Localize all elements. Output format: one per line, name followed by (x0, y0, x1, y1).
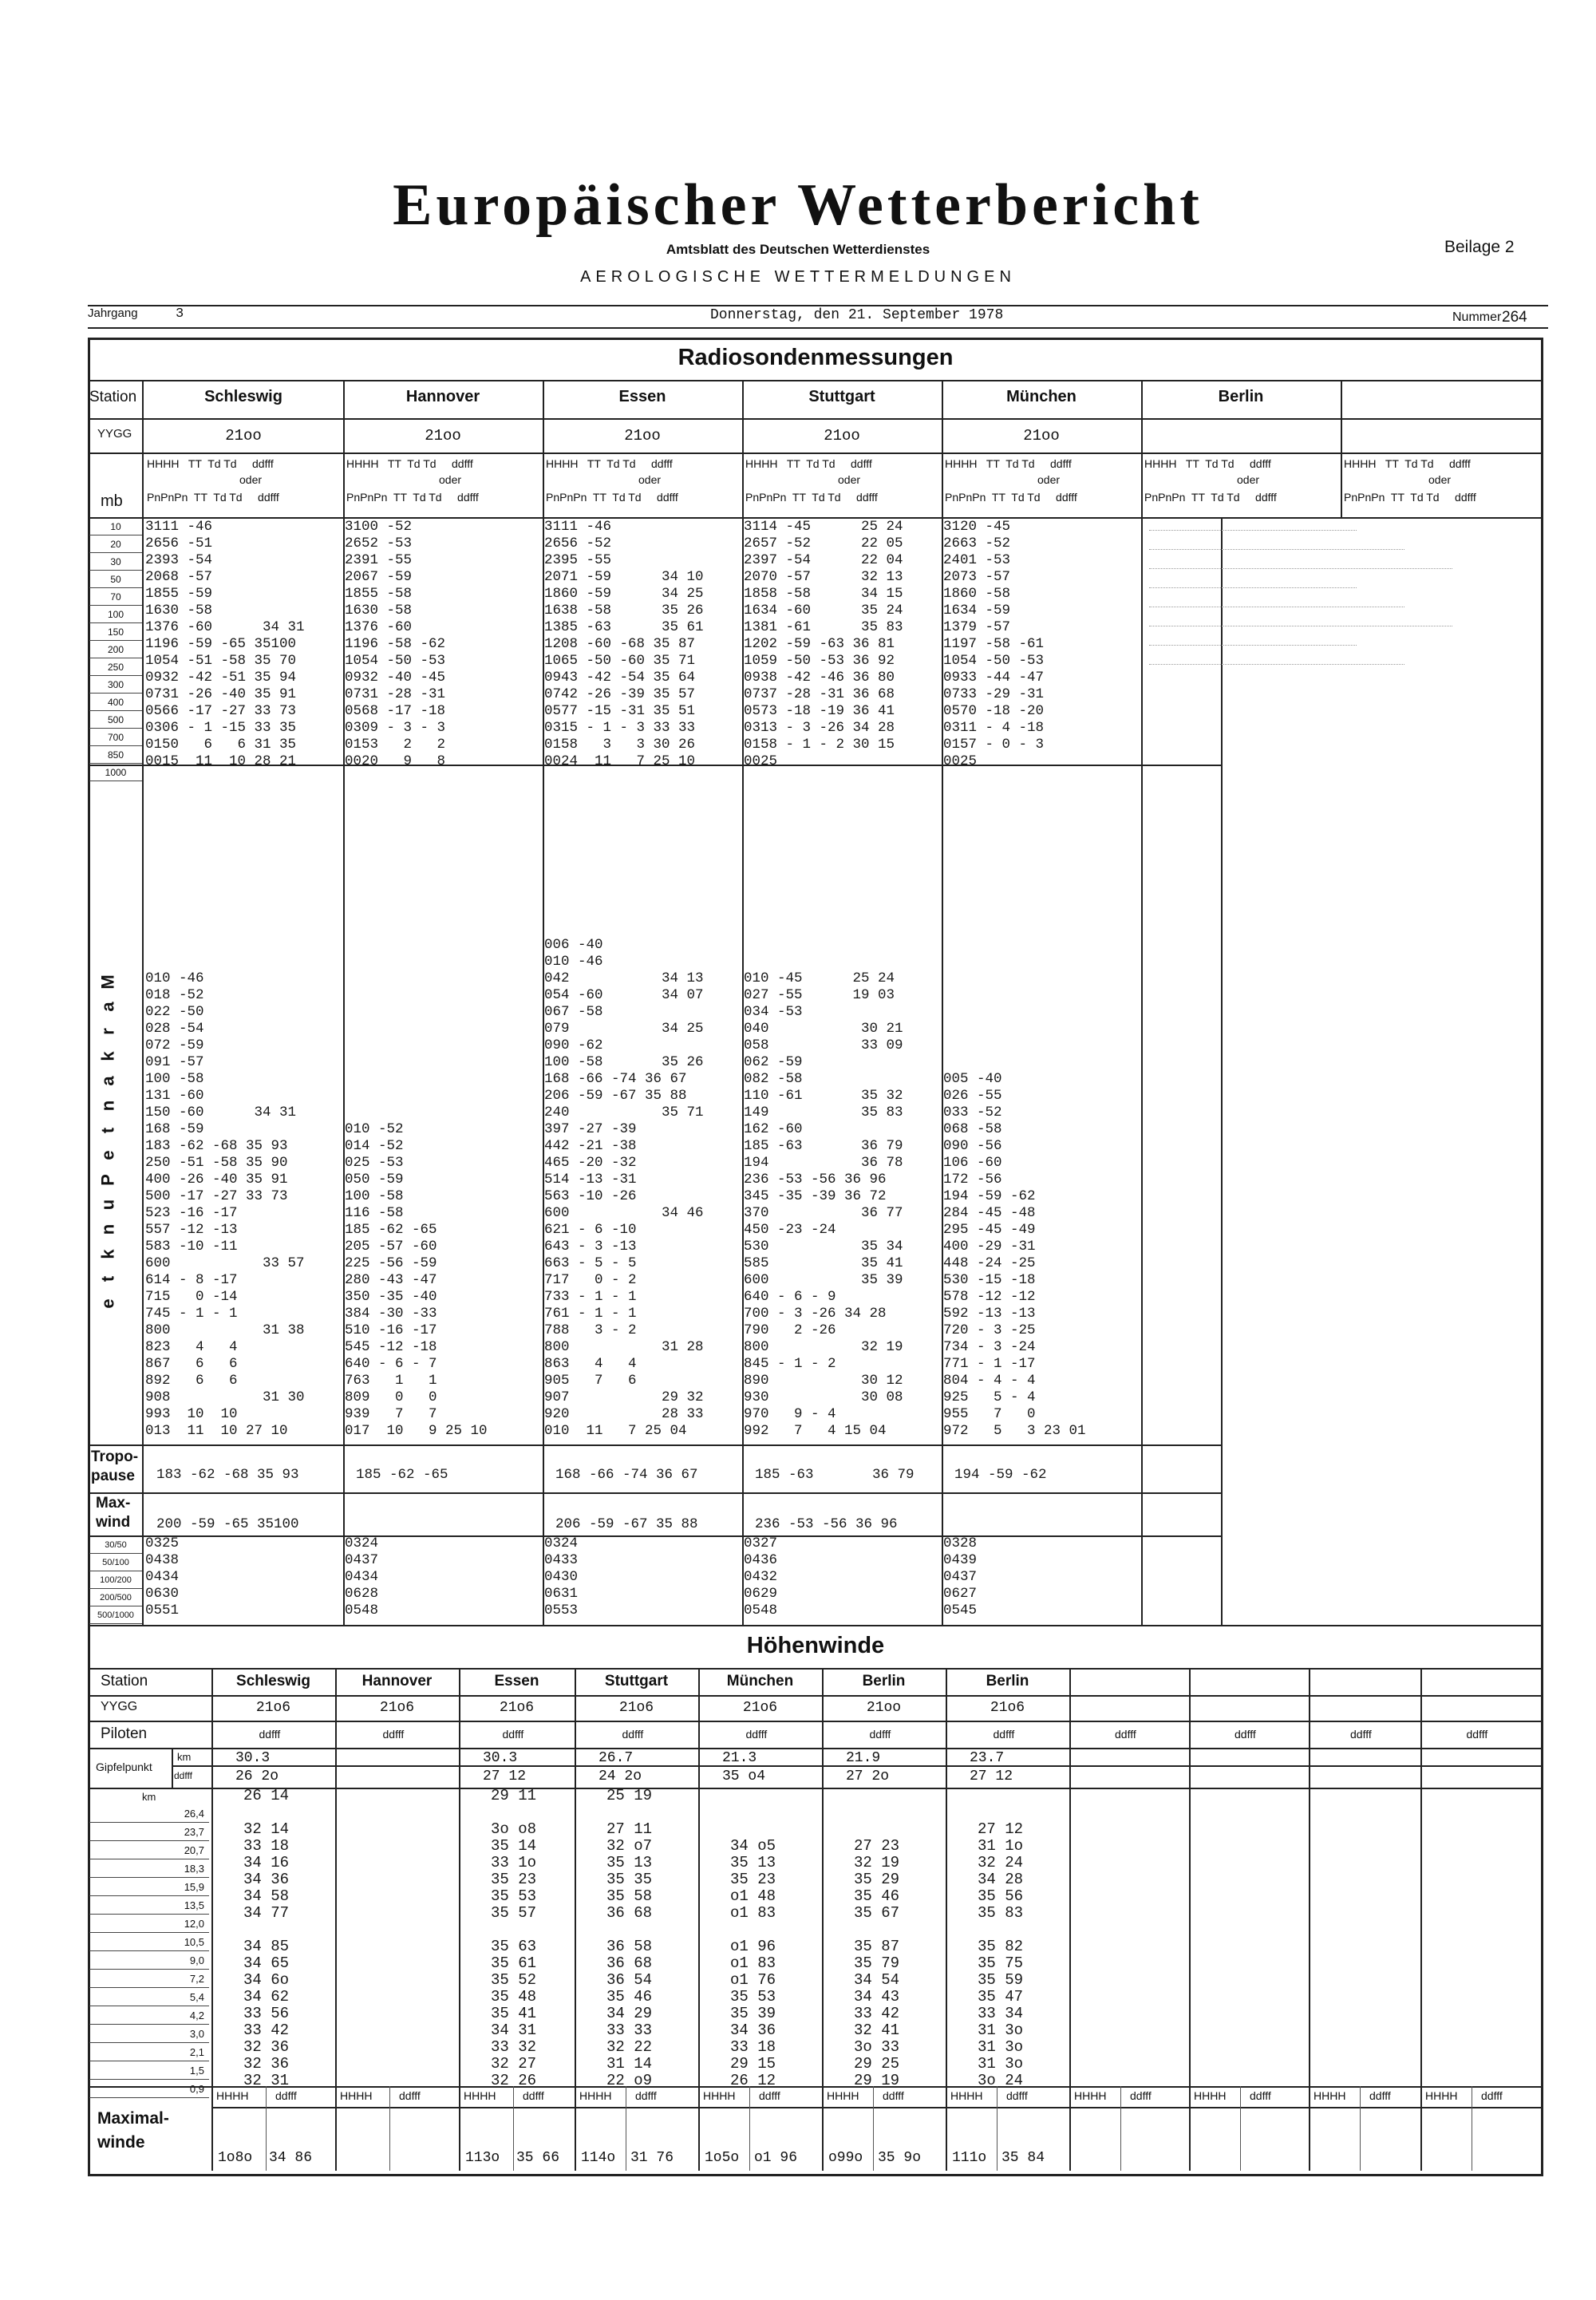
mark-points-hannover: 010 -52 014 -52 025 -53 050 -59 100 -58 116 -58 185 -62 -65 205 -57 -60 225 -56 -59 280 -43 -47 350 -35 -40 384 -30 -33 510 -16 -17 545 -12 -18 640 - 6 - 7 763 1 1 809 0 0 939 7 7 017 10 9 25 10 (345, 1121, 488, 1439)
gipfel-km: 26.7 (598, 1750, 634, 1766)
winds-station: Berlin (986, 1673, 1029, 1689)
dotted-line (1149, 568, 1452, 569)
winds-column: 27 23 32 19 35 29 35 46 35 67 35 87 35 79 34 54 34 43 33 42 32 41 3o 33 29 25 29 19 (854, 1837, 900, 2089)
thickness-schleswig: 0325 0438 0434 0630 0551 (145, 1535, 180, 1618)
hhhh-label: HHHH (579, 2089, 612, 2102)
column-rule (822, 1668, 824, 2171)
column-rule (1189, 1668, 1191, 2171)
height-label: 2,1 (89, 2044, 209, 2061)
col-header-bot: PnPnPn TT Td Td ddfff (546, 491, 678, 504)
col-header-bot: PnPnPn TT Td Td ddfff (1344, 491, 1476, 504)
ddfff-label: ddfff (382, 1728, 405, 1741)
yygg-label: YYGG (97, 427, 132, 441)
winds-station: Berlin (862, 1673, 906, 1689)
height-label: 0,9 (89, 2081, 209, 2098)
hhhh-label: HHHH (1314, 2089, 1346, 2102)
winds-column: 29 11 3o o8 35 14 33 1o 35 23 35 53 35 57 35 63 35 61 35 52 35 48 35 41 34 31 33 32 32 27 32 26 (491, 1787, 537, 2089)
tropo-schleswig: 183 -62 -68 35 93 (156, 1467, 299, 1483)
hhhh-label: HHHH (340, 2089, 373, 2102)
mb-level-list (89, 519, 142, 782)
winds-yygg-label: YYGG (101, 1700, 138, 1713)
height-label: 3,0 (89, 2025, 209, 2043)
tropo-label: Tropo- pause (91, 1448, 139, 1484)
page-title: Europäischer Wetterbericht (393, 172, 1203, 238)
rule (88, 2086, 1541, 2088)
gipfel-km: 30.3 (483, 1750, 518, 1766)
winds-yygg: 21oo (866, 1700, 902, 1716)
gipfel-ddfff: 35 o4 (722, 1768, 766, 1784)
rule (88, 380, 1541, 381)
rule (88, 452, 1541, 454)
max-hhhh: 114o (581, 2150, 616, 2166)
height-label: 4,2 (89, 2007, 209, 2025)
mb-level: 100 (89, 607, 142, 623)
dotted-line (1149, 645, 1357, 646)
column-rule (1360, 2086, 1361, 2171)
height-label: 5,4 (89, 1989, 209, 2006)
mb-level: 10 (89, 519, 142, 535)
rule (88, 1695, 1541, 1697)
col-header-bot: PnPnPn TT Td Td ddfff (147, 491, 279, 504)
nummer-label: Nummer (1452, 310, 1502, 324)
col-header-mid: oder (439, 473, 462, 486)
layer-label: 30/50 (89, 1537, 142, 1554)
rule (88, 1535, 1221, 1537)
height-label: 15,9 (89, 1879, 209, 1896)
jahrgang-label: Jahrgang (88, 306, 138, 320)
hhhh-label: HHHH (1425, 2089, 1458, 2102)
mb-level: 850 (89, 747, 142, 764)
col-header-top: HHHH TT Td Td ddfff (147, 457, 274, 470)
ddfff-label: ddfff (993, 1728, 1015, 1741)
height-label: 18,3 (89, 1860, 209, 1878)
winds-column: 34 o5 35 13 35 23 o1 48 o1 83 o1 96 o1 83 o1 76 35 53 35 39 34 36 33 18 29 15 26 12 (730, 1837, 776, 2089)
column-rule (946, 1668, 947, 2171)
column-rule (389, 2086, 390, 2171)
rule (88, 1444, 1221, 1446)
gipfel-km: 30.3 (235, 1750, 271, 1766)
rule (88, 1748, 1541, 1749)
mb-level: 500 (89, 712, 142, 729)
ddfff-label: ddfff (1466, 1728, 1488, 1741)
height-label: 13,5 (89, 1897, 209, 1915)
col-header-mid: oder (239, 473, 263, 486)
yygg-hannover: 21oo (425, 427, 461, 445)
radio-heading: Radiosondenmessungen (678, 345, 954, 370)
winds-station: Essen (494, 1673, 539, 1689)
yygg-essen: 21oo (624, 427, 661, 445)
column-rule (997, 2086, 998, 2171)
ddfff-label: ddfff (1250, 2089, 1271, 2102)
column-rule (698, 1668, 700, 2171)
nummer-value: 264 (1502, 309, 1527, 326)
column-rule (1309, 1668, 1310, 2171)
ddfff-label: ddfff (1235, 1728, 1256, 1741)
rule (88, 1625, 1541, 1626)
max-ddfff: 35 66 (516, 2150, 560, 2166)
ddfff-label: ddfff (869, 1728, 891, 1741)
column-rule (749, 2086, 750, 2171)
winds-column: 26 14 32 14 33 18 34 16 34 36 34 58 34 77 34 85 34 65 34 6o 34 62 33 56 33 42 32 36 32 36 32 31 (243, 1787, 290, 2089)
mark-points-essen: 006 -40 010 -46 042 34 13 054 -60 34 07 067 -58 079 34 25 090 -62 100 -58 35 26 168 -66 -74 36 67 206 -59 -67 35 88 240 35 71 397 -27 -39 442 -21 -38 465 -20 -32 514 -13 -31 563 -10 -26 600 34 46 621 - 6 -10 643 - 3 -13 663 - 5 - 5 717 0 - 2 733 - 1 - 1 761 - 1 - 1 788 3 - 2 800 31 28 863 4 4 905 7 6 907 29 32 920 28 33 010 11 7 25 04 (544, 937, 704, 1439)
dotted-line (1149, 530, 1357, 531)
gipfel-km: 21.3 (722, 1750, 757, 1766)
col-header-mid: oder (1037, 473, 1061, 486)
maxwind-label: Max- wind (96, 1495, 131, 1531)
station-hannover: Hannover (405, 388, 480, 405)
station-schleswig: Schleswig (204, 388, 282, 405)
maxwind-stuttgart: 236 -53 -56 36 96 (755, 1516, 898, 1532)
gipfel-km: 23.7 (970, 1750, 1005, 1766)
column-rule (459, 1668, 460, 2171)
ddfff-label: ddfff (745, 1728, 768, 1741)
height-label: 26,4 (89, 1805, 209, 1823)
winds-yygg: 21o6 (990, 1700, 1025, 1716)
height-label: 23,7 (89, 1824, 209, 1841)
gipfel-ddfff: 26 2o (235, 1768, 279, 1784)
ddfff-label: ddfff (1130, 2089, 1152, 2102)
max-ddfff: 31 76 (630, 2150, 674, 2166)
layer-label: 200/500 (89, 1590, 142, 1606)
winds-station: Hannover (361, 1673, 433, 1689)
ddfff-label: ddfff (502, 1728, 524, 1741)
maxwind-schleswig: 200 -59 -65 35100 (156, 1516, 299, 1532)
column-rule (1240, 2086, 1241, 2171)
ddfff-label: ddfff (275, 2089, 297, 2102)
header-rule-bottom (88, 327, 1548, 329)
hhhh-label: HHHH (464, 2089, 496, 2102)
gipfel-km: 21.9 (846, 1750, 881, 1766)
column-rule (1069, 1668, 1071, 2171)
markante-punkte-label (94, 970, 121, 1316)
ddfff-label: ddfff (1369, 2089, 1391, 2102)
col-header-mid: oder (1428, 473, 1452, 486)
winds-station: München (726, 1673, 794, 1689)
column-rule (575, 1668, 576, 2171)
column-rule (873, 2086, 874, 2171)
winds-yygg: 21o6 (379, 1700, 415, 1716)
hhhh-label: HHHH (1194, 2089, 1227, 2102)
winds-yygg: 21o6 (499, 1700, 535, 1716)
rule (1341, 380, 1342, 517)
col-header-top: HHHH TT Td Td ddfff (546, 457, 673, 470)
col-header-mid: oder (838, 473, 861, 486)
hhhh-label: HHHH (216, 2089, 249, 2102)
rule (211, 2107, 1541, 2108)
col-header-top: HHHH TT Td Td ddfff (1344, 457, 1471, 470)
mb-level: 1000 (89, 765, 142, 781)
col-header-mid: oder (1237, 473, 1260, 486)
hhhh-label: HHHH (703, 2089, 736, 2102)
height-label: 20,7 (89, 1842, 209, 1859)
mb-level: 150 (89, 624, 142, 641)
col-header-bot: PnPnPn TT Td Td ddfff (1144, 491, 1277, 504)
piloten-label: Piloten (101, 1725, 148, 1742)
rule (1221, 517, 1223, 1625)
tropo-essen: 168 -66 -74 36 67 (555, 1467, 698, 1483)
winds-station: Schleswig (236, 1673, 310, 1689)
height-label: 7,2 (89, 1970, 209, 1988)
max-ddfff: 34 86 (269, 2150, 313, 2166)
layer-label: 100/200 (89, 1572, 142, 1589)
winds-yygg: 21o6 (618, 1700, 654, 1716)
gipfel-ddfff: 24 2o (598, 1768, 642, 1784)
ddfff-label: ddfff (622, 1728, 644, 1741)
column-rule (172, 1748, 173, 1788)
rule (88, 1721, 1541, 1722)
hhhh-label: HHHH (950, 2089, 983, 2102)
thickness-essen: 0324 0433 0430 0631 0553 (544, 1535, 579, 1618)
mb-level: 250 (89, 659, 142, 676)
yygg-muenchen: 21oo (1023, 427, 1060, 445)
layer-label: 50/100 (89, 1555, 142, 1571)
column-rule (211, 1668, 213, 2171)
hhhh-label: HHHH (1074, 2089, 1107, 2102)
yygg-stuttgart: 21oo (824, 427, 860, 445)
ddfff-label: ddfff (523, 2089, 544, 2102)
dotted-line (1149, 587, 1357, 588)
height-label: 10,5 (89, 1934, 209, 1951)
tropo-stuttgart: 185 -63 36 79 (755, 1467, 915, 1483)
height-label-list (89, 1805, 209, 2099)
header-rule-top (88, 305, 1548, 306)
gipfel-ddfff-label: ddfff (174, 1770, 192, 1781)
col-header-top: HHHH TT Td Td ddfff (346, 457, 473, 470)
col-header-bot: PnPnPn TT Td Td ddfff (346, 491, 479, 504)
station-label: Station (89, 389, 137, 405)
rule (88, 418, 1541, 420)
maximal-winde-label: Maximal- winde (97, 2109, 169, 2152)
winds-column: 25 19 27 11 32 o7 35 13 35 35 35 58 36 68 36 58 36 68 36 54 35 46 34 29 33 33 32 22 31 14 22 o9 (606, 1787, 653, 2089)
height-label: 12,0 (89, 1915, 209, 1933)
gipfelpunkt-label: Gipfelpunkt (96, 1761, 152, 1773)
mb-level: 50 (89, 571, 142, 588)
yygg-schleswig: 21oo (225, 427, 262, 445)
col-header-top: HHHH TT Td Td ddfff (745, 457, 872, 470)
mb-level: 300 (89, 677, 142, 694)
ddfff-label: ddfff (259, 1728, 281, 1741)
max-ddfff: 35 84 (1001, 2150, 1045, 2166)
rule (1141, 380, 1143, 1625)
markante-punkte-text: M a r k a n t e P u n k t e (97, 974, 118, 1309)
jahrgang-value: 3 (176, 306, 184, 322)
col-header-top: HHHH TT Td Td ddfff (945, 457, 1072, 470)
thickness-hannover: 0324 0437 0434 0628 0548 (345, 1535, 379, 1618)
ddfff-label: ddfff (1350, 1728, 1372, 1741)
mb-level: 700 (89, 729, 142, 746)
std-levels-muenchen: 3120 -45 2663 -52 2401 -53 2073 -57 1860 -58 1634 -59 1379 -57 1197 -58 -61 1054 -50 -53 0933 -44 -47 0733 -29 -31 0570 -18 -20 0311 - 4 -18 0157 - 0 - 3 0025 (943, 519, 1045, 769)
gipfel-ddfff: 27 2o (846, 1768, 890, 1784)
gipfel-ddfff: 27 12 (483, 1768, 527, 1784)
rule (88, 1788, 1541, 1789)
max-ddfff: 35 9o (878, 2150, 922, 2166)
maxwind-essen: 206 -59 -67 35 88 (555, 1516, 698, 1532)
ddfff-label: ddfff (635, 2089, 657, 2102)
mb-level: 400 (89, 694, 142, 711)
layer-label-list (89, 1537, 142, 1625)
station-essen: Essen (618, 388, 666, 405)
station-stuttgart: Stuttgart (808, 388, 875, 405)
column-rule (1120, 2086, 1121, 2171)
std-levels-schleswig: 3111 -46 2656 -51 2393 -54 2068 -57 1855 -59 1630 -58 1376 -60 34 31 1196 -59 -65 35100 1054 -51 -58 35 70 0932 -42 -51 35 94 0731 -26 -40 35 91 0566 -17 -27 33 73 0306 - 1 -15 33 35 0150 6 6 31 35 0015 11 10 28 21 (145, 519, 305, 769)
layer-label: 500/1000 (89, 1607, 142, 1624)
mark-points-muenchen: 005 -40 026 -55 033 -52 068 -58 090 -56 106 -60 172 -56 194 -59 -62 284 -45 -48 295 -45 -49 400 -29 -31 448 -24 -25 530 -15 -18 578 -12 -12 592 -13 -13 720 - 3 -25 734 - 3 -24 771 - 1 -17 804 - 4 - 4 925 5 - 4 955 7 0 972 5 3 23 01 (943, 1071, 1086, 1439)
section-title: AEROLOGISCHE WETTERMELDUNGEN (580, 268, 1016, 286)
std-levels-stuttgart: 3114 -45 25 24 2657 -52 22 05 2397 -54 22 04 2070 -57 32 13 1858 -58 34 15 1634 -60 35 24 1381 -61 35 83 1202 -59 -63 36 81 1059 -50 -53 36 92 0938 -42 -46 36 80 0737 -28 -31 36 68 0573 -18 -19 36 41 0313 - 3 -26 34 28 0158 - 1 - 2 30 15 0025 (744, 519, 903, 769)
col-header-mid: oder (638, 473, 662, 486)
rule (142, 380, 144, 1625)
tropo-hannover: 185 -62 -65 (356, 1467, 448, 1483)
max-hhhh: 1o5o (705, 2150, 740, 2166)
col-header-bot: PnPnPn TT Td Td ddfff (945, 491, 1077, 504)
mb-level: 70 (89, 589, 142, 606)
col-header-top: HHHH TT Td Td ddfff (1144, 457, 1271, 470)
ddfff-label: ddfff (759, 2089, 780, 2102)
column-rule (513, 2086, 514, 2171)
column-rule (1420, 1668, 1422, 2171)
column-rule (1541, 1668, 1543, 2171)
max-hhhh: 1o8o (218, 2150, 253, 2166)
mb-level: 20 (89, 536, 142, 553)
winds-station: Stuttgart (604, 1673, 669, 1689)
mb-level: 200 (89, 642, 142, 658)
dotted-line (1149, 664, 1404, 665)
column-rule (266, 2086, 267, 2171)
max-hhhh: o99o (828, 2150, 863, 2166)
gipfel-ddfff: 27 12 (970, 1768, 1013, 1784)
beilage-label: Beilage 2 (1444, 238, 1515, 256)
dotted-line (1149, 549, 1404, 550)
ddfff-label: ddfff (1006, 2089, 1028, 2102)
column-rule (335, 1668, 337, 2171)
max-ddfff: o1 96 (754, 2150, 798, 2166)
rule (88, 1668, 1541, 1670)
tropo-muenchen: 194 -59 -62 (954, 1467, 1047, 1483)
mark-points-stuttgart: 010 -45 25 24 027 -55 19 03 034 -53 040 30 21 058 33 09 062 -59 082 -58 110 -61 35 32 149 35 83 162 -60 185 -63 36 79 194 36 78 236 -53 -56 36 96 345 -35 -39 36 72 370 36 77 450 -23 -24 530 35 34 585 35 41 600 35 39 640 - 6 - 9 700 - 3 -26 34 28 790 2 -26 800 32 19 845 - 1 - 2 890 30 12 930 30 08 970 9 - 4 992 7 4 15 04 (744, 970, 903, 1439)
mb-label: mb (101, 492, 123, 510)
winds-heading: Höhenwinde (746, 1633, 885, 1658)
ddfff-label: ddfff (399, 2089, 421, 2102)
max-hhhh: 113o (465, 2150, 500, 2166)
mark-points-schleswig: 010 -46 018 -52 022 -50 028 -54 072 -59 091 -57 100 -58 131 -60 150 -60 34 31 168 -59 183 -62 -68 35 93 250 -51 -58 35 90 400 -26 -40 35 91 500 -17 -27 33 73 523 -16 -17 557 -12 -13 583 -10 -11 600 33 57 614 - 8 -17 715 0 -14 745 - 1 - 1 800 31 38 823 4 4 867 6 6 892 6 6 908 31 30 993 10 10 013 11 10 27 10 (145, 970, 305, 1439)
ddfff-label: ddfff (1481, 2089, 1503, 2102)
thickness-muenchen: 0328 0439 0437 0627 0545 (943, 1535, 978, 1618)
height-label: 1,5 (89, 2062, 209, 2080)
station-berlin: Berlin (1218, 388, 1264, 405)
winds-column: 27 12 31 1o 32 24 34 28 35 56 35 83 35 82 35 75 35 59 35 47 33 34 31 3o 31 3o 31 3o 3o 24 (978, 1820, 1024, 2089)
rule (88, 1492, 1221, 1494)
page-subtitle: Amtsblatt des Deutschen Wetterdienstes (666, 242, 930, 257)
std-levels-essen: 3111 -46 2656 -52 2395 -55 2071 -59 34 10 1860 -59 34 25 1638 -58 35 26 1385 -63 35 61 1208 -60 -68 35 87 1065 -50 -60 35 71 0943 -42 -54 35 64 0742 -26 -39 35 57 0577 -15 -31 35 51 0315 - 1 - 3 33 33 0158 3 3 30 26 0024 11 7 25 10 (544, 519, 704, 769)
heights-km-label: km (142, 1791, 156, 1803)
col-header-bot: PnPnPn TT Td Td ddfff (745, 491, 878, 504)
date-field: Donnerstag, den 21. September 1978 (710, 307, 1004, 323)
std-levels-hannover: 3100 -52 2652 -53 2391 -55 2067 -59 1855 -58 1630 -58 1376 -60 1196 -58 -62 1054 -50 -53 0932 -40 -45 0731 -28 -31 0568 -17 -18 0309 - 3 - 3 0153 2 2 0020 9 8 (345, 519, 446, 769)
thickness-stuttgart: 0327 0436 0432 0629 0548 (744, 1535, 778, 1618)
height-label: 9,0 (89, 1952, 209, 1970)
winds-yygg: 21o6 (742, 1700, 778, 1716)
mb-level: 30 (89, 554, 142, 571)
gipfel-km-label: km (177, 1751, 192, 1763)
winds-yygg: 21o6 (255, 1700, 291, 1716)
hhhh-label: HHHH (827, 2089, 859, 2102)
station-muenchen: München (1006, 388, 1077, 405)
max-hhhh: 111o (952, 2150, 987, 2166)
ddfff-label: ddfff (1115, 1728, 1136, 1741)
ddfff-label: ddfff (883, 2089, 904, 2102)
winds-station-label: Station (101, 1673, 148, 1689)
